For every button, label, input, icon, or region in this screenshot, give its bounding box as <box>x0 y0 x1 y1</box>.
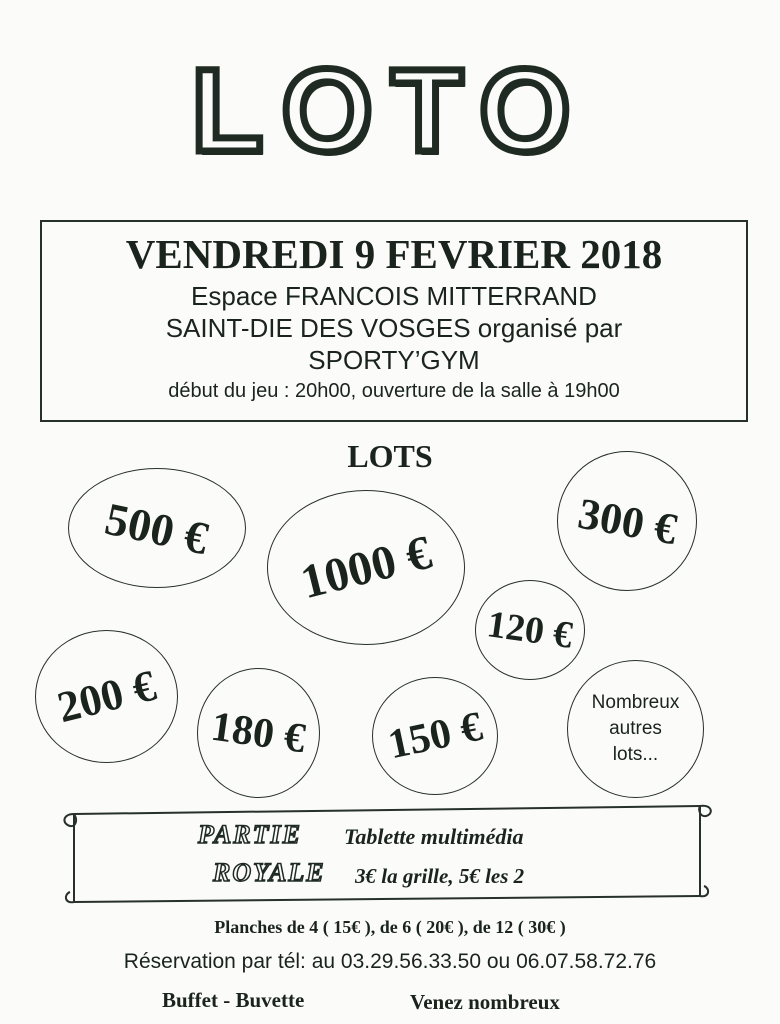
prize-value: 1000 € <box>295 525 437 610</box>
other-line-2: autres <box>609 718 662 739</box>
royale-label: ROYALE <box>213 858 326 887</box>
lots-heading: LOTS <box>347 438 433 474</box>
venez-nombreux: Venez nombreux <box>410 990 560 1014</box>
prize-circle-150 <box>372 677 498 795</box>
event-info-box <box>40 220 748 422</box>
prize-value: 180 € <box>208 703 309 763</box>
event-date: VENDREDI 9 FEVRIER 2018 <box>125 231 663 277</box>
other-line-3: lots... <box>612 744 659 765</box>
event-venue: Espace FRANCOIS MITTERRAND <box>191 281 597 311</box>
prize-circle-120 <box>475 580 585 680</box>
prize-circle-1000 <box>267 490 465 645</box>
prize-circle-300 <box>557 451 697 591</box>
partie-label: PARTIE <box>198 820 302 849</box>
prize-value: 500 € <box>101 492 213 564</box>
partie-royale-scroll-banner <box>60 800 720 912</box>
buffet-buvette: Buffet - Buvette <box>162 988 305 1012</box>
other-prizes-text <box>592 690 680 768</box>
prize-value: 120 € <box>484 603 576 657</box>
reservation-phone: Réservation par tél: au 03.29.56.33.50 ou 06.07.58.72.76 <box>123 950 657 973</box>
prize-circle-200 <box>35 630 178 763</box>
event-schedule: début du jeu : 20h00, ouverture de la salle à 19h00 <box>168 380 620 402</box>
event-city: SAINT-DIE DES VOSGES organisé par <box>165 313 623 343</box>
prize-value: 300 € <box>573 488 681 554</box>
royale-price: 3€ la grille, 5€ les 2 <box>355 864 525 888</box>
event-organizer: SPORTY’GYM <box>308 345 480 375</box>
poster-title: LOTO <box>191 45 589 177</box>
other-line-1: Nombreux <box>591 692 680 713</box>
royale-prize: Tablette multimédia <box>344 824 524 849</box>
prize-circle-500 <box>68 468 246 588</box>
prize-value: 200 € <box>52 660 161 733</box>
prize-value: 150 € <box>384 703 486 769</box>
planches-prices: Planches de 4 ( 15€ ), de 6 ( 20€ ), de 12 ( 30€ ) <box>214 917 566 937</box>
prize-circle-other <box>567 660 704 798</box>
prize-circle-180 <box>197 668 320 798</box>
